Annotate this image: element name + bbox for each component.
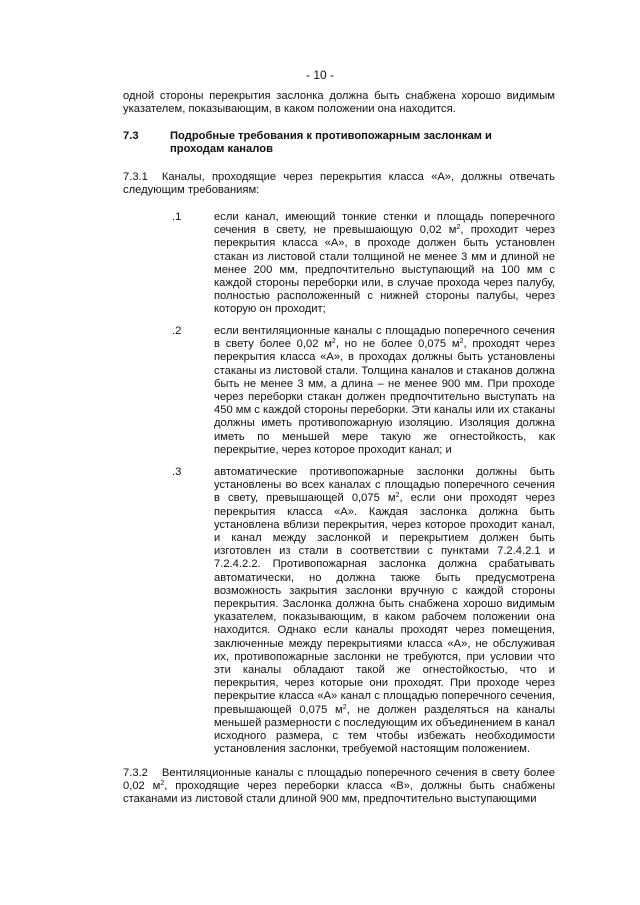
item-text: автоматические противопожарные заслонки должны быть установлены во всех каналах с площадью поперечного сечения в свету, превышающей 0,075 $м^2$, если они проходят через перекрытия класса «А». Каждая заслонка должна быть установлена вблизи перекрытия, через которое проходит канал, и канал между заслонкой и перекрытием должен быть изготовлен из стали в соответствии с пунктами 7.2.4.2.1 и 7.2.4.2.2. Противопожарная заслонка должна срабатывать автоматически, но должна также быть предусмотрена возможность закрытия заслонки вручную с каждой стороны перекрытия. Заслонка должна быть снабжена хорошо видимым указателем, показывающим, в каком рабочем положении она находится. Однако если каналы проходят через помещения, заключенные между перекрытиями класса «А», не обслуживая их, противопожарные заслонки не требуются, при условии что эти каналы обладают такой же огнестойкостью, что и перекрытия, через которые они проходят. При проходе через перекрытие класса «А» канал с площадью поперечного сечения, превышающей 0,075 $м^2$, не должен разделяться на каналы меньшей размерности с последующим их объединением в канал исходного размера, с тем чтобы избежать необходимости установления заслонки, требуемой настоящим положением. <box>214 466 556 756</box>
section-title: Подробные требования к противопожарным заслонкам и проходам каналов <box>170 130 492 156</box>
list-item <box>123 211 555 317</box>
item-text: если вентиляционные каналы с площадью поперечного сечения в свету более 0,02 $м^2$, но не более 0,075 $м^2$, проходят через перекрытия класса «А», в проходах должны быть установлены стаканы из листовой стали. Толщина каналов и стаканов должна быть не менее 3 мм, а длина – не менее 900 мм. При проходе через переборки стакан должен предпочтительно выступать на 450 мм с каждой стороны переборки. Эти каналы или их стаканы должны иметь противопожарную изоляцию. Изоляция должна иметь по меньшей мере такую же огнестойкость, как перекрытие, через которое проходит канал; и <box>214 325 555 456</box>
clause-number: 7.3.1 <box>123 171 148 183</box>
item-marker: .1 <box>172 211 182 223</box>
page-number: - 10 - <box>305 68 334 82</box>
intro-paragraph: одной стороны перекрытия заслонка должна быть снабжена хорошо видимым указателем, показывающим, в каком положении она находится. <box>123 90 555 116</box>
clause-7-3-2: 7.3.2 Вентиляционные каналы с площадью поперечного сечения в свету более 0,02 $м^2$, проходящие через переборки класса «В», должны быть снабжены стаканами из листовой стали длиной 900 мм, предпочтительно выступающими <box>123 767 556 806</box>
clause-text: Каналы, проходящие через перекрытия класса «А», должны отвечать следующим требованиям: <box>123 171 555 197</box>
item-text: если канал, имеющий тонкие стенки и площадь поперечного сечения в свету, не превышающую 0,02 $м^2$, проходит через перекрытия класса «А», в проходе должен быть установлен стакан из листовой стали толщиной не менее 3 мм и длиной не менее 200 мм, предпочтительно выступающий на 100 мм с каждой стороны переборки или, в случае прохода через палубу, полностью расположенный с нижней стороны палубы, через которую он проходит; <box>214 211 555 316</box>
clause-7-3-1 <box>123 171 555 197</box>
item-marker: .3 <box>172 466 182 478</box>
list-item <box>123 325 555 457</box>
section-number: 7.3 <box>123 130 139 142</box>
list-item <box>123 466 555 756</box>
item-marker: .2 <box>172 325 182 337</box>
clause-number: 7.3.2 <box>123 767 148 779</box>
